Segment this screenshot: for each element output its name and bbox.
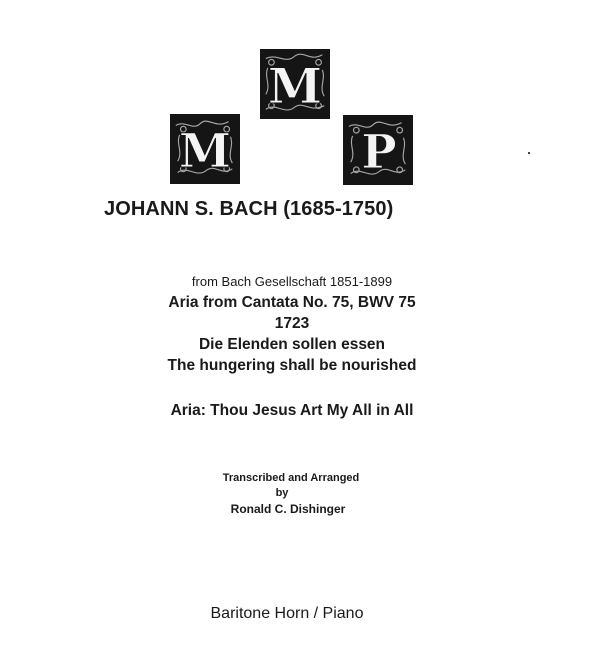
logo-tile-m-left xyxy=(170,114,240,184)
logo-tile-p-right xyxy=(343,115,413,185)
work-year-line: 1723 xyxy=(274,315,310,332)
svg-text:M: M xyxy=(267,56,323,115)
ornament-m-left-icon xyxy=(172,116,238,182)
composer-heading: JOHANN S. BACH (1685-1750) xyxy=(104,198,394,220)
logo-tile-m-center xyxy=(260,49,330,119)
ornament-m-center-icon xyxy=(262,51,328,117)
svg-text:M: M xyxy=(178,123,232,179)
work-english-title-line: The hungering shall be nourished xyxy=(167,357,417,374)
instrumentation-label: Baritone Horn / Piano xyxy=(210,605,364,622)
svg-text:P: P xyxy=(361,124,397,180)
work-german-title-line: Die Elenden sollen essen xyxy=(198,336,386,353)
credit-by-line: by xyxy=(275,487,289,499)
credit-transcribed-line: Transcribed and Arranged xyxy=(222,472,360,484)
source-note: from Bach Gesellschaft 1851-1899 xyxy=(191,274,393,289)
work-title-line: Aria from Cantata No. 75, BWV 75 xyxy=(168,294,416,311)
print-speck xyxy=(528,152,530,154)
arranger-name: Ronald C. Dishinger xyxy=(230,502,346,516)
ornament-p-right-icon xyxy=(345,117,411,183)
aria-title: Aria: Thou Jesus Art My All in All xyxy=(170,402,414,419)
